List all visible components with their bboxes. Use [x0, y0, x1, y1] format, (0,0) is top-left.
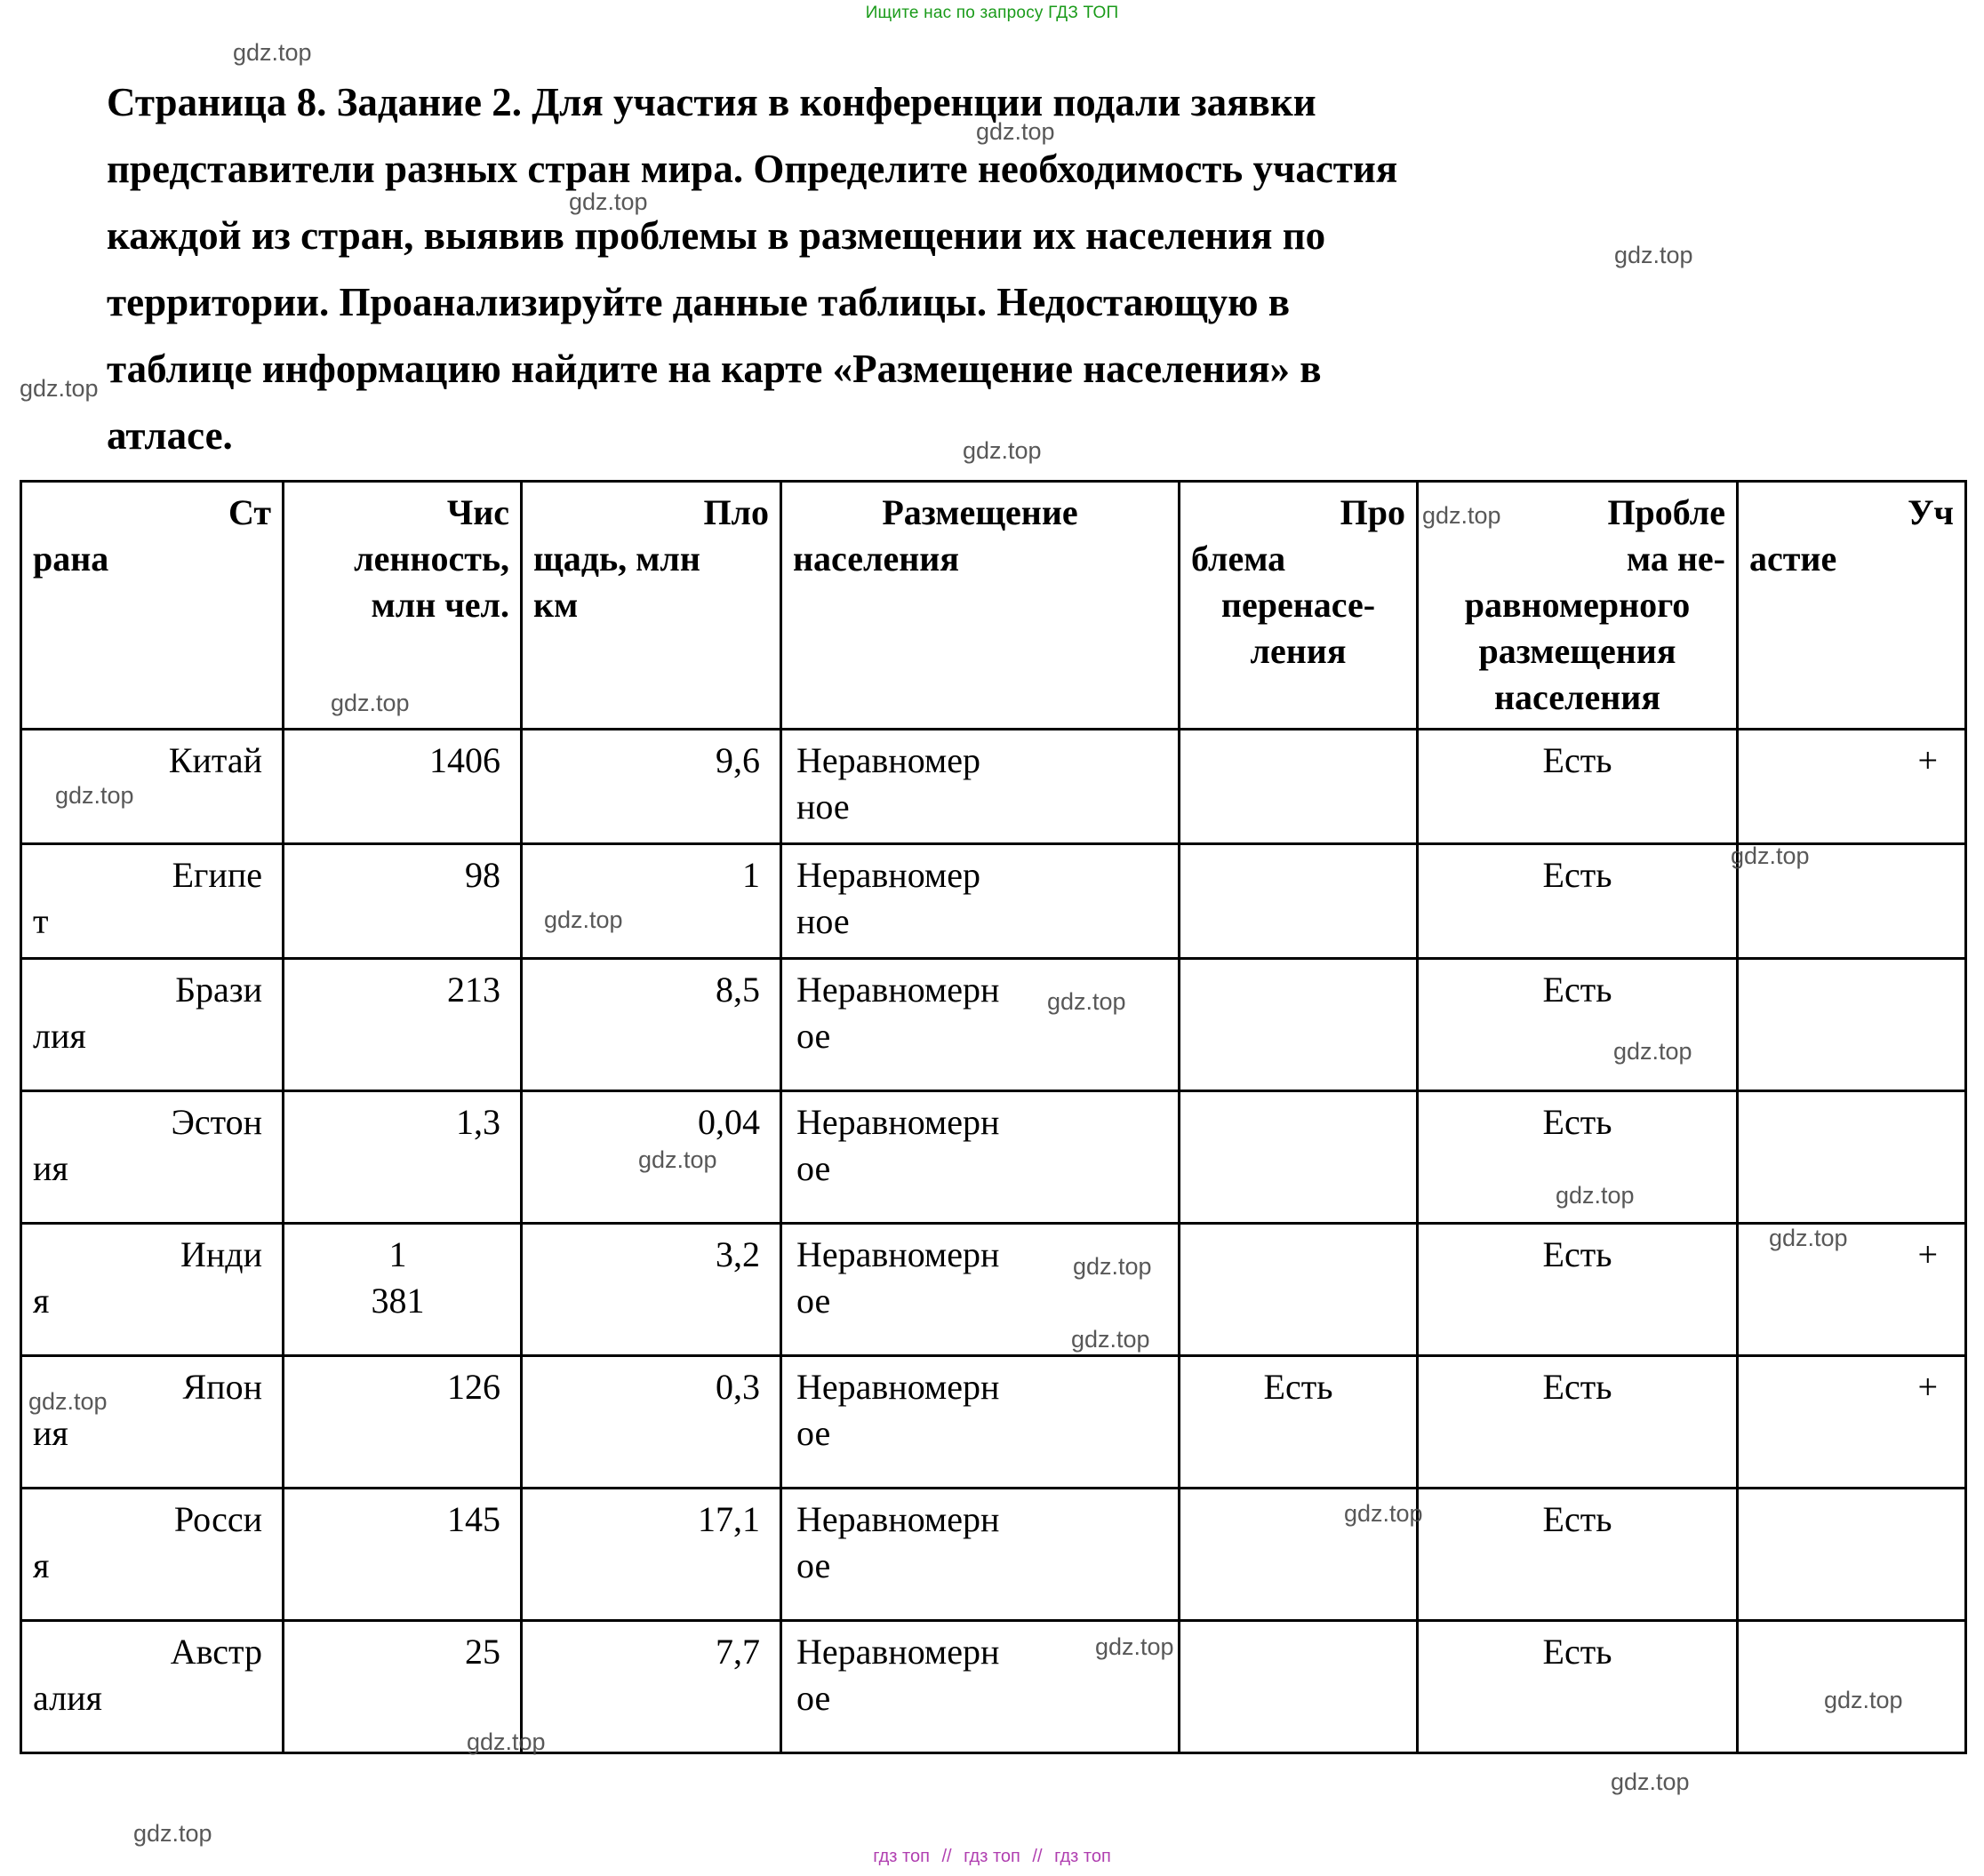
- column-header-population-line-2: ленность,: [354, 539, 509, 579]
- cell-uneven: Есть: [1418, 1621, 1738, 1753]
- cell-overpopulation: [1180, 959, 1418, 1091]
- watermark: gdz.top: [1071, 1326, 1150, 1353]
- footer-link-1[interactable]: гдз топ: [873, 1847, 930, 1866]
- column-header-participation-line-1: Уч: [1908, 492, 1954, 532]
- cell-placement: [781, 1621, 1180, 1753]
- cell-country-line-1: Инди: [180, 1234, 262, 1274]
- table-row: [21, 1621, 1966, 1753]
- column-header-area-line-2: щадь, млн: [533, 539, 700, 579]
- column-header-participation: [1738, 482, 1966, 730]
- cell-country-line-1: Китай: [168, 740, 262, 780]
- column-header-country-line-1: Ст: [228, 492, 271, 532]
- column-header-population-line-3: млн чел.: [371, 585, 509, 625]
- table-row: [21, 1091, 1966, 1224]
- watermark: gdz.top: [467, 1728, 546, 1755]
- page-title-line-4: территории. Проанализируйте данные таблицы. Недостающую в: [107, 280, 1291, 324]
- cell-placement-line-2: ое: [796, 1413, 831, 1453]
- cell-uneven: Есть: [1418, 959, 1738, 1091]
- column-header-overpopulation-line-3: перенасе-: [1220, 585, 1376, 625]
- table-row: [21, 1224, 1966, 1356]
- column-header-uneven-line-1: Пробле: [1607, 492, 1725, 532]
- cell-area: 17,1: [522, 1489, 781, 1621]
- cell-placement: [781, 730, 1180, 844]
- cell-placement-line-2: ое: [796, 1016, 831, 1056]
- watermark: gdz.top: [55, 782, 134, 809]
- column-header-population: [284, 482, 522, 730]
- watermark: gdz.top: [1344, 1500, 1423, 1527]
- page-title-line-1: Страница 8. Задание 2. Для участия в конференции подали заявки: [107, 80, 1316, 124]
- cell-population: 126: [284, 1356, 522, 1489]
- cell-population: 1406: [284, 730, 522, 844]
- cell-placement-line-1: Неравномерн: [796, 970, 1000, 1010]
- cell-uneven: Есть: [1418, 1489, 1738, 1621]
- cell-country-line-2: ия: [33, 1413, 68, 1453]
- table-row: [21, 844, 1966, 959]
- column-header-uneven-line-3: равномерного: [1464, 585, 1691, 625]
- cell-country: [21, 1356, 284, 1489]
- column-header-area-line-3: км: [533, 585, 579, 625]
- cell-participation: +: [1738, 1224, 1966, 1356]
- page-title: [107, 69, 1884, 469]
- column-header-overpopulation-line-4: ления: [1250, 631, 1347, 671]
- cell-uneven: Есть: [1418, 730, 1738, 844]
- watermark: gdz.top: [233, 39, 312, 66]
- cell-participation: [1738, 1621, 1966, 1753]
- column-header-placement-line-1: Размещение: [882, 492, 1078, 532]
- watermark: gdz.top: [331, 690, 410, 716]
- cell-placement-line-1: Неравномер: [796, 740, 980, 780]
- cell-population: 1,3: [284, 1091, 522, 1224]
- cell-country-line-2: алия: [33, 1678, 102, 1718]
- column-header-uneven-line-5: населения: [1494, 677, 1660, 717]
- cell-participation: +: [1738, 1356, 1966, 1489]
- cell-participation: [1738, 844, 1966, 959]
- column-header-country-line-2: рана: [33, 539, 109, 579]
- cell-overpopulation: [1180, 844, 1418, 959]
- table-row: [21, 1356, 1966, 1489]
- watermark: gdz.top: [976, 118, 1055, 145]
- footer-link-2[interactable]: гдз топ: [964, 1847, 1020, 1866]
- watermark: gdz.top: [1047, 988, 1126, 1015]
- cell-country-line-1: Росси: [173, 1499, 262, 1539]
- cell-country-line-1: Эстон: [171, 1102, 262, 1142]
- column-header-overpopulation-line-2: блема: [1191, 539, 1286, 579]
- table-header-row: [21, 482, 1966, 730]
- cell-uneven: Есть: [1418, 1356, 1738, 1489]
- cell-population: 213: [284, 959, 522, 1091]
- cell-placement-line-2: ое: [796, 1678, 831, 1718]
- watermark: gdz.top: [544, 906, 623, 933]
- watermark: gdz.top: [638, 1146, 717, 1173]
- watermark: gdz.top: [1611, 1768, 1690, 1795]
- cell-placement-line-2: ое: [796, 1545, 831, 1585]
- cell-placement: [781, 1489, 1180, 1621]
- cell-placement-line-1: Неравномерн: [796, 1367, 1000, 1407]
- cell-placement-line-2: ное: [796, 901, 850, 941]
- cell-participation: [1738, 1489, 1966, 1621]
- page-title-line-6: атласе.: [107, 413, 233, 458]
- cell-placement-line-2: ое: [796, 1281, 831, 1321]
- watermark: gdz.top: [1731, 842, 1810, 869]
- watermark: gdz.top: [1614, 242, 1693, 268]
- table-row: [21, 959, 1966, 1091]
- cell-overpopulation: Есть: [1180, 1356, 1418, 1489]
- column-header-uneven-distribution: [1418, 482, 1738, 730]
- cell-country: [21, 730, 284, 844]
- watermark: gdz.top: [1613, 1038, 1692, 1065]
- cell-area: 7,7: [522, 1621, 781, 1753]
- cell-overpopulation: [1180, 1489, 1418, 1621]
- column-header-area: [522, 482, 781, 730]
- population-table: [20, 480, 1967, 1754]
- table-body: [21, 730, 1966, 1753]
- cell-area: 3,2: [522, 1224, 781, 1356]
- cell-area: 0,3: [522, 1356, 781, 1489]
- cell-country-line-1: Брази: [175, 970, 262, 1010]
- table-row: [21, 730, 1966, 844]
- cell-country-line-2: лия: [33, 1016, 86, 1056]
- column-header-overpopulation: [1180, 482, 1418, 730]
- column-header-placement: [781, 482, 1180, 730]
- column-header-population-line-1: Чис: [446, 492, 509, 532]
- cell-overpopulation: [1180, 730, 1418, 844]
- cell-participation: [1738, 959, 1966, 1091]
- watermark: gdz.top: [1556, 1182, 1635, 1209]
- cell-placement: [781, 1356, 1180, 1489]
- watermark: gdz.top: [1824, 1687, 1903, 1713]
- cell-uneven: Есть: [1418, 1224, 1738, 1356]
- cell-country-line-2: т: [33, 901, 49, 941]
- table-row: [21, 1489, 1966, 1621]
- cell-uneven: Есть: [1418, 1091, 1738, 1224]
- page-title-line-3: каждой из стран, выявив проблемы в размещении их населения по: [107, 213, 1326, 258]
- watermark: gdz.top: [1095, 1633, 1174, 1660]
- cell-overpopulation: [1180, 1621, 1418, 1753]
- cell-country: [21, 1091, 284, 1224]
- cell-uneven: Есть: [1418, 844, 1738, 959]
- cell-country: [21, 1621, 284, 1753]
- column-header-country: [21, 482, 284, 730]
- cell-country-line-1: Египе: [172, 855, 262, 895]
- cell-country: [21, 959, 284, 1091]
- cell-placement-line-1: Неравномерн: [796, 1499, 1000, 1539]
- watermark: gdz.top: [569, 188, 648, 215]
- cell-placement: [781, 1224, 1180, 1356]
- watermark: gdz.top: [20, 375, 99, 402]
- cell-population: 1 381: [284, 1224, 522, 1356]
- cell-placement-line-1: Неравномерн: [796, 1234, 1000, 1274]
- watermark: gdz.top: [133, 1820, 212, 1847]
- cell-participation: +: [1738, 730, 1966, 844]
- cell-country: [21, 1489, 284, 1621]
- watermark: gdz.top: [28, 1388, 108, 1415]
- cell-placement: [781, 1091, 1180, 1224]
- column-header-uneven-line-2: ма не-: [1626, 539, 1725, 579]
- cell-overpopulation: [1180, 1091, 1418, 1224]
- cell-overpopulation: [1180, 1224, 1418, 1356]
- cell-placement-line-2: ое: [796, 1148, 831, 1188]
- cell-placement-line-2: ное: [796, 786, 850, 826]
- table-header: [21, 482, 1966, 730]
- column-header-area-line-1: Пло: [703, 492, 769, 532]
- cell-country: [21, 844, 284, 959]
- watermark: gdz.top: [1422, 502, 1501, 529]
- cell-country-line-1: Япон: [182, 1367, 262, 1407]
- cell-placement: [781, 844, 1180, 959]
- column-header-overpopulation-line-1: Про: [1340, 492, 1405, 532]
- cell-population: 25: [284, 1621, 522, 1753]
- page-title-line-2: представители разных стран мира. Определите необходимость участия: [107, 147, 1398, 191]
- cell-country-line-2: ия: [33, 1148, 68, 1188]
- watermark: gdz.top: [963, 437, 1042, 464]
- column-header-participation-line-2: астие: [1749, 539, 1837, 579]
- cell-area: 0,04: [522, 1091, 781, 1224]
- promo-banner: Ищите нас по запросу ГДЗ ТОП: [865, 4, 1119, 22]
- cell-area: 8,5: [522, 959, 781, 1091]
- footer-link-3[interactable]: гдз топ: [1054, 1847, 1111, 1866]
- cell-country-line-2: я: [33, 1545, 50, 1585]
- cell-placement-line-1: Неравномерн: [796, 1102, 1000, 1142]
- cell-participation: [1738, 1091, 1966, 1224]
- population-table-wrapper: [20, 480, 1964, 1754]
- column-header-placement-line-2: населения: [793, 539, 959, 579]
- footer-separator: //: [1032, 1847, 1043, 1866]
- cell-placement: [781, 959, 1180, 1091]
- watermark: gdz.top: [1073, 1253, 1152, 1280]
- cell-country-line-2: я: [33, 1281, 50, 1321]
- watermark: gdz.top: [1769, 1225, 1848, 1251]
- footer-links: [0, 1847, 1984, 1867]
- footer-separator: //: [941, 1847, 952, 1866]
- cell-country-line-1: Австр: [170, 1632, 262, 1672]
- cell-population: 145: [284, 1489, 522, 1621]
- cell-placement-line-1: Неравномер: [796, 855, 980, 895]
- cell-population: 98: [284, 844, 522, 959]
- cell-area: 1: [522, 844, 781, 959]
- cell-country: [21, 1224, 284, 1356]
- cell-area: 9,6: [522, 730, 781, 844]
- column-header-uneven-line-4: размещения: [1478, 631, 1676, 671]
- page-title-line-5: таблице информацию найдите на карте «Размещение населения» в: [107, 347, 1322, 391]
- cell-placement-line-1: Неравномерн: [796, 1632, 1000, 1672]
